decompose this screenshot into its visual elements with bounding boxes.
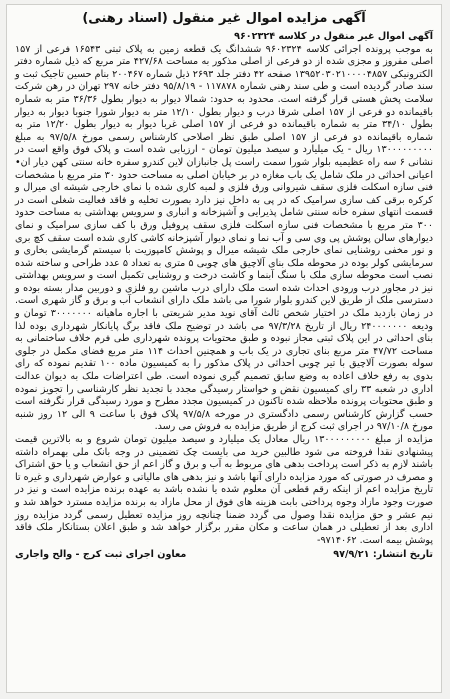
notice-paragraph-2: مزایده از مبلغ ۱۳۰۰۰۰۰۰۰۰۰ ریال معادل یک میلیارد و سیصد میلیون تومان شروع و به بالاترین قیمت پیشنهادی نقدا فروخته می شود طالبین خرید می بایست چک تضمینی در وجه بانک ملی بهمراه داشته باشند لازم به ذکر است پرداخت بدهی های مربوط به آب و برق و گاز اعم از حق انشعاب و یا حق اشتراک و مصرف در صورتی که مورد مزایده دارای آنها باشد و نیز بدهی های مالیاتی و عوارض شهرداری و غیره تا تاریخ مزایده اعم از اینکه رقم قطعی آن معلوم شده یا نشده باشد به عهده برنده مزایده است و نیز در صورت وجود مازاد وجوه پرداختی بابت هزینه های فوق از محل مازاد به برنده مزایده مسترد خواهد شد و نیم عشر و حق مزایده نقدا وصول می گردد ضمنا چنانچه روز مزایده تعطیل رسمی گردد مزایده روز اداری بعد از تعطیلی در همان ساعت و مکان مقرر برگزار خواهد شد و طبق اعلان بستانکار ملک فاقد پوشش بیمه است. ۹۷۱۴۰۶۲- xyxy=(15,434,434,546)
notice-title: آگهی مزایده اموال غیر منقول (اسناد رهنی) xyxy=(82,11,366,26)
notice-subtitle: آگهی اموال غیر منقول در کلاسه ۹۶۰۲۳۲۴ xyxy=(234,31,433,42)
signature-line: معاون اجرای ثبت کرج - والح واجاری xyxy=(15,549,187,561)
publish-date: تاریخ انتشار: ۹۷/۹/۲۱ xyxy=(333,549,433,561)
notice-paragraph-1: به موجب پرونده اجرائی کلاسه ۹۶۰۲۳۲۴ ششدانگ یک قطعه زمین به پلاک ثبتی ۱۶۵۴۳ فرعی از ۱۵۷ اصلی مفروز و مجزی شده از دو فرعی از اصلی مذکور به مساحت ۴۲۷/۶۸ متر مربع که ذیل شماره دفتر الکترونیکی ۱۳۹۵۲۰۳۰۲۱۰۰۰۰۴۸۵۷ صفحه ۴۲ دفتر جلد ۲۶۹۳ ذیل شماره ۲۰۰۴۶۷ بنام حسین تاجیک ثبت و سند صادر گردیده است و طی سند رهنی شماره ۱۱۷۸۷۸ - ۹۵/۸/۱۹ دفتر خانه ۲۹۷ تهران در رهن شرکت سلامت پخش هستی قرار گرفته است. محدود به حدود: شمالا دیوار به دیوار بطول ۳۶/۳۶ متر به شماره باقیمانده دو فرعی از ۱۵۷ اصلی شرقا درب و دیوار بطول ۱۲/۱۰ متر به دیوار شورا جنوبا دیوار به دیوار بطول ۳۴/۱۰ متر به شماره باقیمانده دو فرعی از ۱۵۷ اصلی غربا دیوار به دیوار بطول ۱۲/۲۰ متر به شماره باقیمانده دو فرعی از ۱۵۷ اصلی طبق نظر اصلاحی کارشناس رسمی مورخ ۹۷/۵/۸ به مبلغ ۱۳۰۰۰۰۰۰۰۰۰ ریال - یک میلیارد و سیصد میلیون تومان - ارزیابی شده است و پلاک فوق واقع است در نشانی ۶ سه راه عظیمیه بلوار شورا سمت راست پل جانبازان لاین کندرو سفره خانه سنتی کهن دیار ان• اعیانی احداثی در ملک شامل یک باب مغازه در بر خیابان اصلی به مساحت حدود ۳۰ متر مربع با مشخصات فنی سازه اسکلت فلزی سقف شیروانی ورق فلزی و لمبه کاری شده با نمای خارجی شیشه ای میرال و کرکره برقی کف سازی سرامیک که در پی به داخل نیز دارد بصورت تخلیه و فاقد فعالیت شغلی است در قسمت انتهای سفره خانه سنتی شامل پذیرایی و آشپزخانه و انباری و سرویس بهداشتی به مساحت حدود ۳۰۰ متر مربع با مشخصات فنی سازه اسکلت فلزی سقف پروفیل ورق با کف سازی سرامیک و نمای دیوارهای سالن پوشش پی وی سی و آب نما و نمای دیوار آشپزخانه کاشی کاری شده است سقف کچ بری و نور مخفی روشنایی نمای خارجی ملک شیشه میرال و پوشش کامپوزیت با سیستم گرمایشی بخاری و سرمایشی کولر بوده در محوطه ملک بنای آلاچیق های چوبی ۵ متری به تعداد ۵ عدد طراحی و ساخته شده نصب است محوطه سازی ملک با سنگ آبنما و کاشت درخت و روشنایی تکمیل است و سرویس بهداشتی نیز در مجاور درب ورودی احداث شده است ملک دارای درب ماشین رو فلزی و دوربین مدار بسته بوده و دسترسی ملک از طریق لاین کندرو بلوار شورا می باشد ملک دارای انشعاب آب و برق و گاز شهری است. در زمان بازدید ملک در اختیار شخص ثالث آقای نوید مدیر شریعتی با اجاره ماهیانه ۳۰۰۰۰۰۰۰ تومان و ودیعه ۲۴۰۰۰۰۰۰۰ ریال از تاریخ ۹۷/۳/۲۸ می باشد در توضیح ملک فاقد برگ پایانکار شهرداری بوده لذا بنای احداثی در این پلاک ثبتی مجاز نبوده و طبق محتویات پرونده شهرداری طی فرم خلاف ساختمانی به مساحت ۴۷/۷۲ متر مربع بنای تجاری در یک باب و همچنین احداث ۱۱۴ متر مربع فضای مکمل در جلوی سوله بصورت آلاچیق با تیر چوبی احداثی در پلاک مذکور را به کمیسیون ماده ۱۰۰ تقدیم نموده که رای بدوی به رفع خلاف اعاده به وضع سابق تصمیم گیری نموده است. طی اعتراضات ملک به دیوان عدالت اداری در شعبه ۳۳ رای کمیسیون نقض و خواستار رسیدگی مجدد با تجدید نظر کارشناسی را تجویز نموده و طبق محتویات پرونده ملاحظه شده تاکنون در کمیسیون مجدد مطرح و مورد رسیدگی قرار نگرفته است حسب گزارش کارشناس رسمی دادگستری در مورخه ۹۷/۵/۸ پلاک فوق با ساعت ۹ الی ۱۲ روز شنبه مورخ ۹۷/۱۰/۸ در اجرای ثبت کرج از طریق مزایده به فروش می رسد. xyxy=(15,43,434,433)
notice-footer xyxy=(15,549,433,562)
auction-notice xyxy=(6,4,442,693)
